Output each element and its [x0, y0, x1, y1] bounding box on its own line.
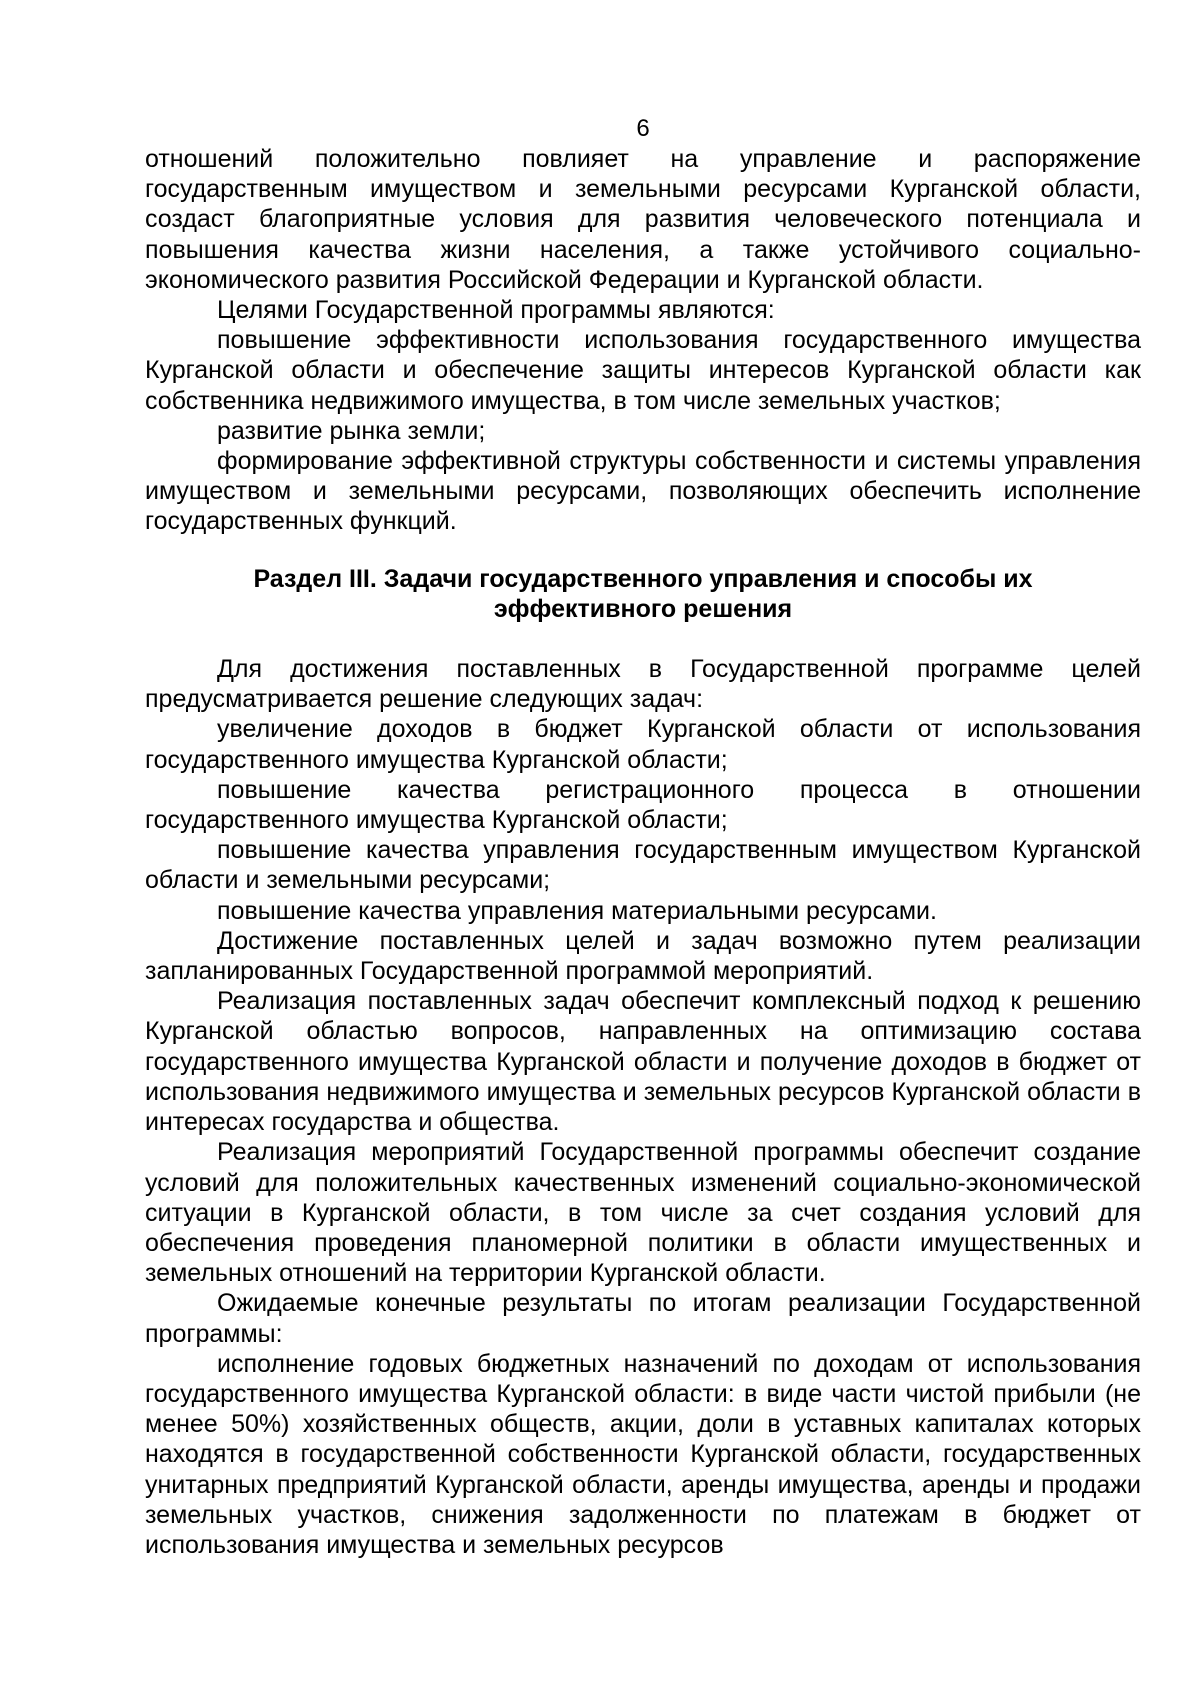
- paragraph: Достижение поставленных целей и задач возможно путем реализации запланированных Государственной программой мероприятий.: [145, 926, 1141, 986]
- paragraph: Для достижения поставленных в Государственной программе целей предусматривается решение следующих задач:: [145, 655, 1141, 714]
- paragraph: Реализация мероприятий Государственной программы обеспечит создание условий для положительных качественных изменений социально-экономической ситуации в Курганской области, в том числе за счет создания условий для обеспечения проведения планомерной политики в области имущественных и земельных отношений на территории Курганской области.: [145, 1138, 1141, 1288]
- paragraph: повышение качества управления материальными ресурсами.: [217, 896, 937, 925]
- paragraph: повышение эффективности использования государственного имущества Курганской области и обеспечение защиты интересов Курганской области как собственника недвижимого имущества, в том числе земельных участков;: [145, 326, 1141, 415]
- paragraph: Целями Государственной программы являются:: [217, 296, 775, 325]
- paragraph: повышение качества управления государственным имуществом Курганской области и земельными ресурсами;: [145, 836, 1141, 895]
- paragraph: Реализация поставленных задач обеспечит комплексный подход к решению Курганской областью вопросов, направленных на оптимизацию состава государственного имущества Курганской области и получение доходов в бюджет от использования недвижимого имущества и земельных ресурсов Курганской области в интересах государства и общества.: [145, 987, 1141, 1137]
- document-page: [145, 114, 1141, 1560]
- paragraphs-before: [145, 144, 1141, 537]
- paragraph: увеличение доходов в бюджет Курганской области от использования государственного имущества Курганской области;: [145, 715, 1141, 774]
- paragraph: формирование эффективной структуры собственности и системы управления имуществом и земельными ресурсами, позволяющих обеспечить исполнение государственных функций.: [145, 447, 1141, 536]
- section-heading: [145, 564, 1141, 624]
- page-number: 6: [636, 115, 650, 142]
- paragraph: исполнение годовых бюджетных назначений по доходам от использования государственного имущества Курганской области: в виде части чистой прибыли (не менее 50%) хозяйственных обществ, акции, доли в уставных капиталах которых находятся в государственной собственности Курганской области, государственных унитарных предприятий Курганской области, аренды имущества, аренды и продажи земельных участков, снижения задолженности по платежам в бюджет от использования имущества и земельных ресурсов: [145, 1349, 1141, 1559]
- paragraph: развитие рынка земли;: [217, 416, 486, 445]
- paragraphs-after: [145, 654, 1141, 1560]
- section-heading-line: эффективного решения: [493, 594, 793, 623]
- paragraph: повышение качества регистрационного процесса в отношении государственного имущества Курганской области;: [145, 775, 1141, 835]
- paragraph: отношений положительно повлияет на управление и распоряжение государственным имуществом и земельными ресурсами Курганской области, создаст благоприятные условия для развития человеческого потенциала и повышения качества жизни населения, а также устойчивого социально-экономического развития Российской Федерации и Курганской области.: [145, 145, 1141, 294]
- paragraph: Ожидаемые конечные результаты по итогам реализации Государственной программы:: [145, 1289, 1141, 1348]
- section-heading-line: Раздел III. Задачи государственного управления и способы их: [253, 564, 1033, 593]
